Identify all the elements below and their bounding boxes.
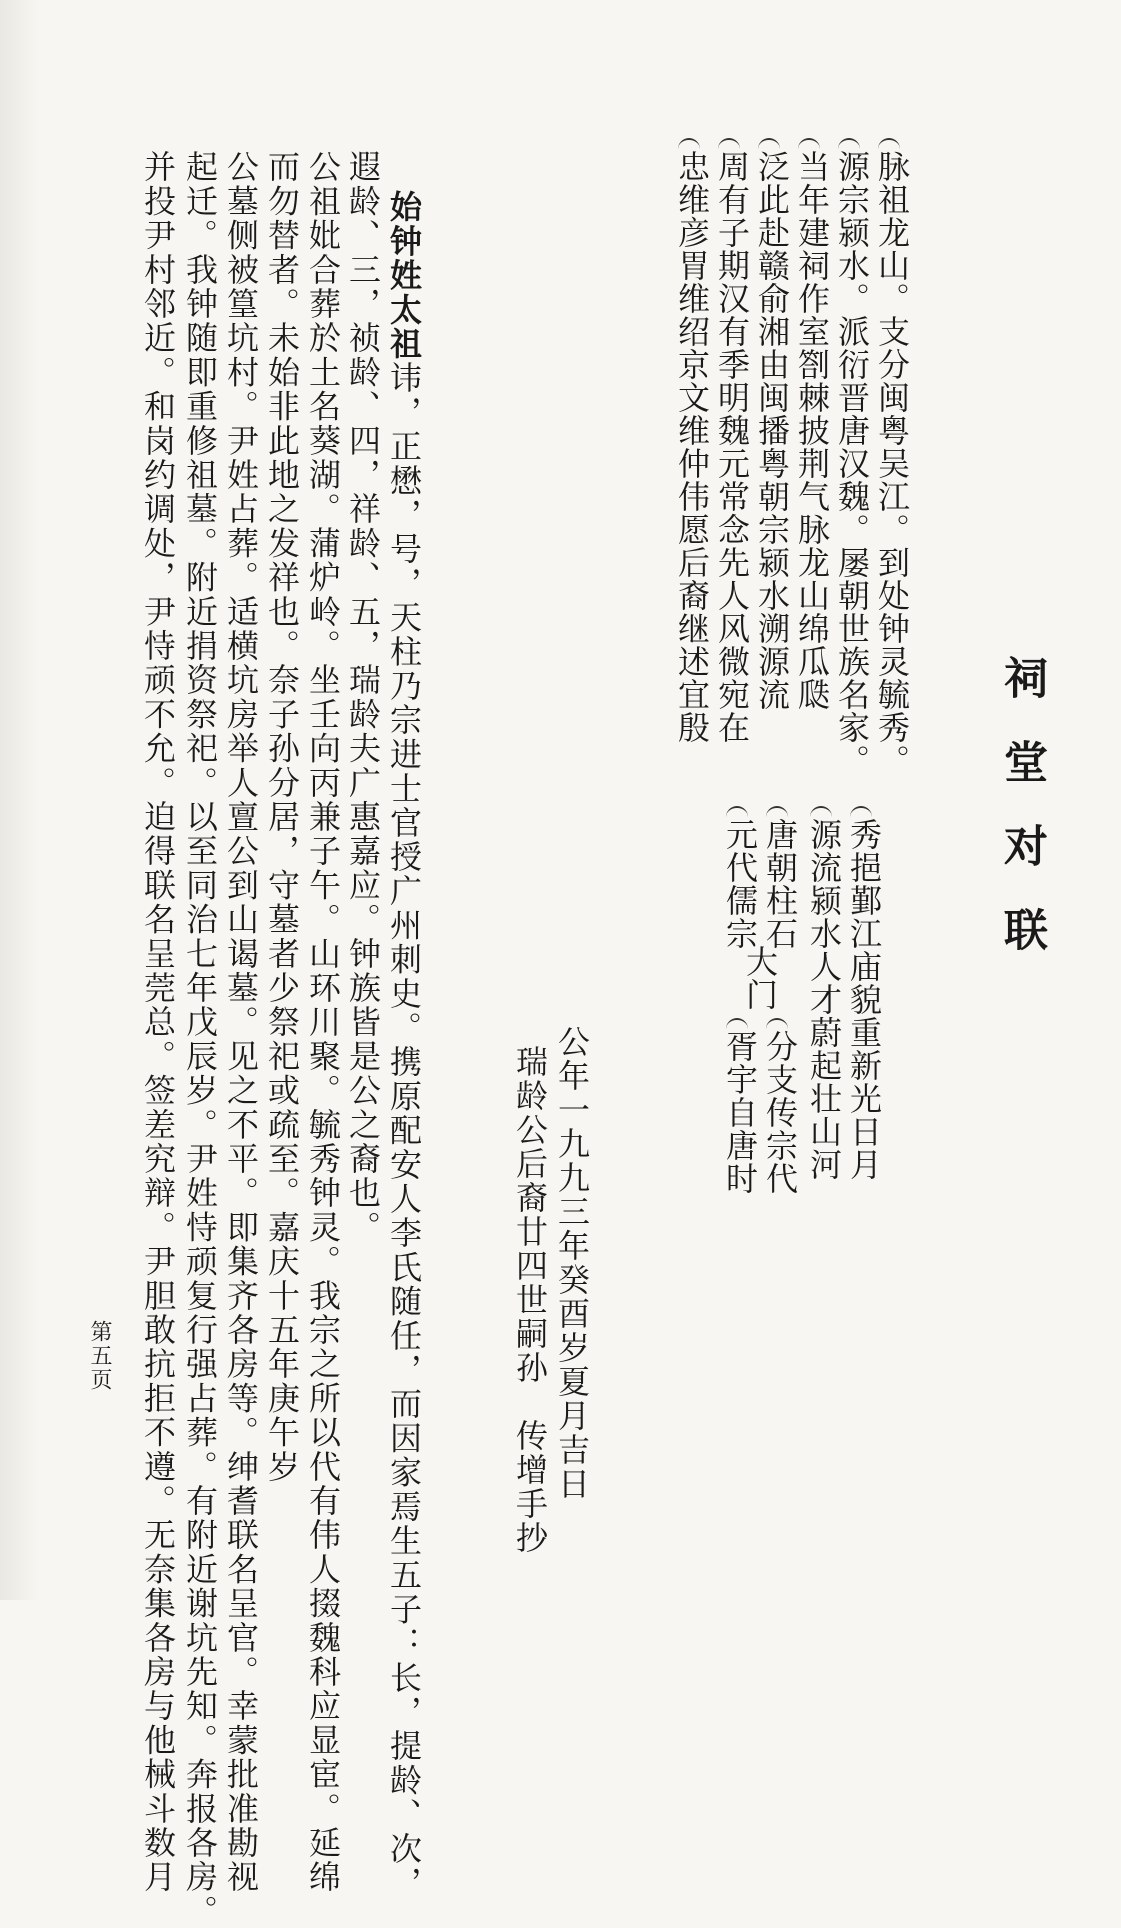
couplet-line: 周有子期汉有季明魏元常念先人风微宛在 (713, 150, 751, 744)
signature-date: 公年一九九三年癸酉岁夏月吉日 (553, 1025, 591, 1501)
body-line: 遐龄、三，祯龄、四，祥龄、五，瑞龄夫广惠嘉应。钟族皆是公之裔也。 (344, 150, 382, 1245)
page-title: 祠堂对联 (996, 655, 1047, 991)
door-label: 大门 (741, 945, 779, 1011)
body-line: 而勿替者。未始非此地之发祥也。奈子孙分居，守墓者少祭祀或疏至。嘉庆十五年庚午岁 (263, 150, 301, 1484)
couplet-line: 秀挹鄞江庙貌重新光日月 (845, 818, 883, 1181)
body-line: 公墓侧被篁坑村。尹姓占葬。适横坑房举人亶公到山谒墓。见之不平。即集齐各房等。绅耆联名呈官。幸蒙批准勘视 (222, 150, 260, 1895)
couplet-line: 唐朝柱石 (761, 818, 799, 950)
body-line (385, 190, 423, 1900)
couplet-line: 当年建祠作室劄棘披荆气脉龙山绵瓜瓞 (793, 150, 831, 711)
signature-author: 瑞龄公后裔廿四世嗣孙 传增手抄 (511, 1045, 549, 1555)
body-line: 公祖妣合葬於土名葵湖。蒲炉岭。坐壬向丙兼子午。山环川聚。毓秀钟灵。我宗之所以代有伟人掇魏科应显宦。延绵 (304, 150, 342, 1895)
couplet-line: 分支传宗代 (761, 1030, 799, 1195)
couplet-line: 脉祖龙山。支分闽粤吴江。到处钟灵毓秀。 (873, 150, 911, 777)
body-line: 起迁。我钟随即重修祖墓。附近捐资祭祀。以至同治七年戊辰岁。尹姓恃顽复行强占葬。有附近谢坑先知。奔报各房。 (181, 150, 219, 1928)
body-text: 讳，正懋，号，天柱乃宗进士官授广州刺史。携原配安人李氏随任，而因家焉生五子：长，提龄、次， (385, 361, 423, 1900)
couplet-line: 泛此赴赣俞湘由闽播粤朝宗颍水溯源流 (753, 150, 791, 711)
page-number: 第五页 (87, 1320, 112, 1392)
body-line: 并投尹村邻近。和岗约调处，尹恃顽不允。迫得联名呈莞总。签差究辩。尹胆敢抗拒不遵。无奈集各房与他械斗数月 (139, 150, 177, 1895)
couplet-line: 胥宇自唐时 (721, 1030, 759, 1195)
body-heading: 始钟姓太祖 (385, 190, 423, 361)
couplet-line: 元代儒宗 (721, 818, 759, 950)
couplet-line: 忠维彦胃维绍京文维仲伟愿后裔继述宜殷 (673, 150, 711, 744)
couplet-line: 源流颍水人才蔚起壮山河 (805, 818, 843, 1181)
binding-shadow (0, 0, 40, 1600)
couplet-line: 源宗颍水。派衍晋唐汉魏。屡朝世族名家。 (833, 150, 871, 777)
